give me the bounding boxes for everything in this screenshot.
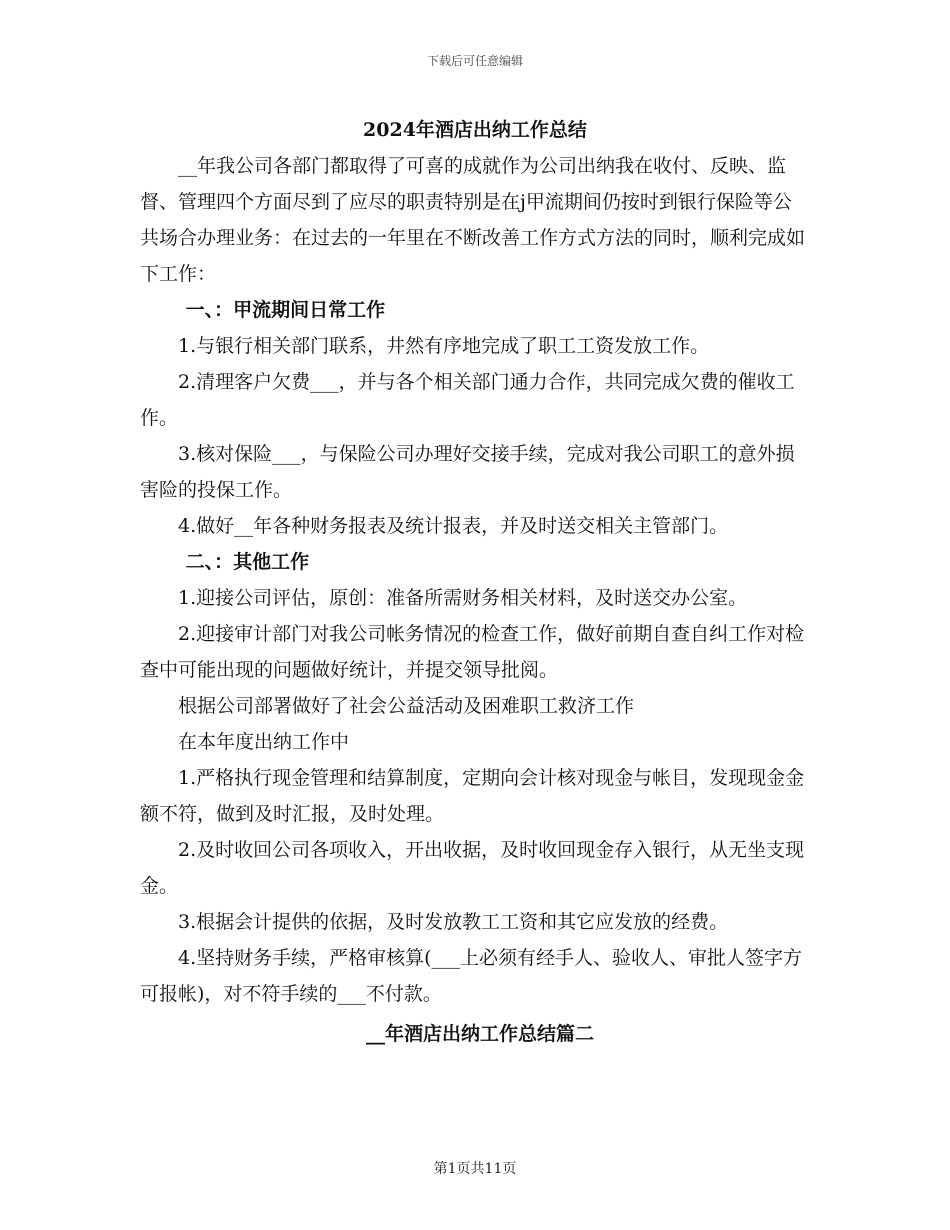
list-item: 2.迎接审计部门对我公司帐务情况的检查工作，做好前期自查自纠工作对检查中可能出现的问题做好统计，并提交领导批阅。 (140, 623, 805, 681)
header-note: 下载后可任意编辑 (426, 54, 523, 68)
section-title-two: __年酒店出纳工作总结篇二 (365, 1023, 594, 1045)
list-item: 3.根据会计提供的依据，及时发放教工工资和其它应发放的经费。 (178, 911, 729, 933)
paragraph-year: 在本年度出纳工作中 (178, 731, 350, 753)
section-heading-2: 二、：其他工作 (185, 551, 310, 573)
list-item: 3.核对保险___，与保险公司办理好交接手续，完成对我公司职工的意外损害险的投保工作。 (140, 443, 795, 501)
intro-paragraph: __年我公司各部门都取得了可喜的成就作为公司出纳我在收付、反映、监督、管理四个方面尽到了应尽的职责特别是在j甲流期间仍按时到银行保险等公共场合办理业务：在过去的一年里在不断改善工作方式方法的同时，顺利完成如下工作： (140, 155, 806, 285)
list-item: 1.严格执行现金管理和结算制度，定期向会计核对现金与帐目，发现现金金额不符，做到及时汇报，及时处理。 (140, 767, 805, 825)
list-item: 2.清理客户欠费___，并与各个相关部门通力合作，共同完成欠费的催收工作。 (140, 371, 795, 429)
list-item: 1.迎接公司评估，原创：准备所需财务相关材料，及时送交办公室。 (178, 587, 748, 609)
list-item: 4.坚持财务手续，严格审核算(___上必须有经手人、验收人、审批人签字方可报帐)，对不符手续的___不付款。 (140, 947, 803, 1005)
list-item: 2.及时收回公司各项收入，开出收据，及时收回现金存入银行，从无坐支现金。 (140, 839, 805, 897)
paragraph-social: 根据公司部署做好了社会公益活动及困难职工救济工作 (178, 695, 635, 717)
list-item: 1.与银行相关部门联系，井然有序地完成了职工工资发放工作。 (178, 335, 710, 357)
document-title: 2024年酒店出纳工作总结 (363, 119, 587, 141)
page-footer: 第1页共11页 (433, 1161, 517, 1177)
document-body (140, 110, 810, 1052)
section-heading-1: 一、：甲流期间日常工作 (185, 299, 386, 321)
list-item: 4.做好__年各种财务报表及统计报表，并及时送交相关主管部门。 (178, 515, 729, 537)
